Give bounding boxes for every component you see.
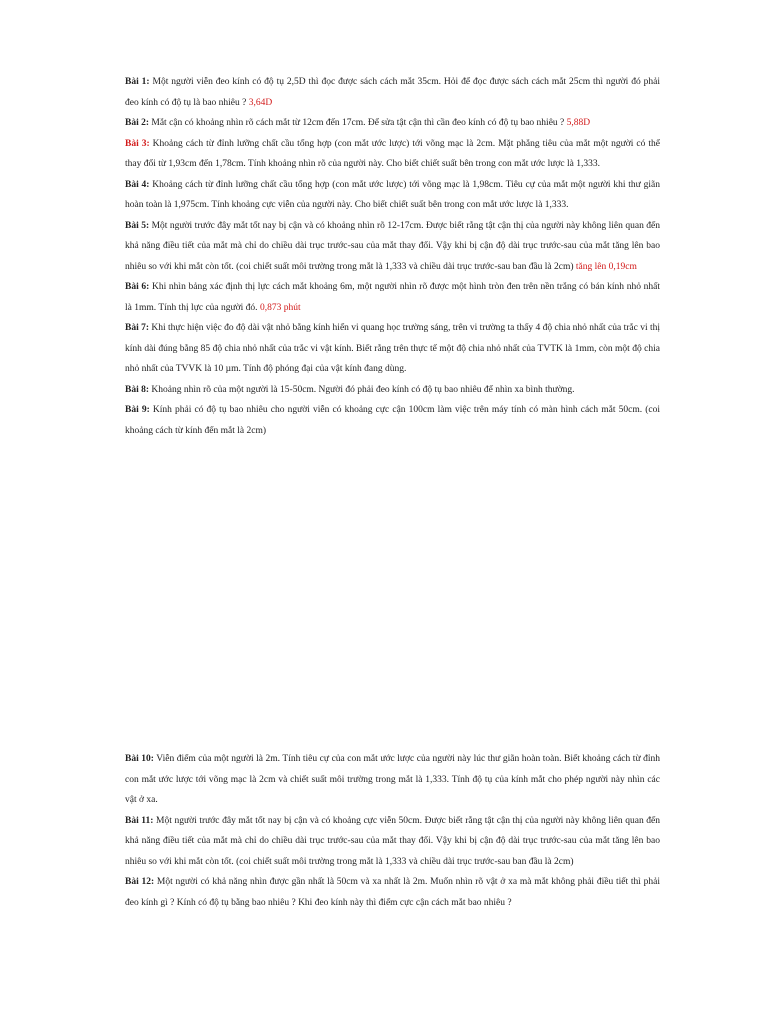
problem-answer: tăng lên 0,19cm [575,261,637,272]
problem-4 [125,175,660,216]
problem-7 [125,318,660,380]
problem-text: Khi nhìn bảng xác định thị lực cách mắt khoảng 6m, một người nhìn rõ được một hình tròn đen trên nền trắng có bán kính nhỏ nhất là 1mm. Tính thị lực của người đó. [125,282,661,313]
problem-label: Bài 8: [125,384,150,395]
problem-label: Bài 7: [125,323,150,333]
problem-12 [125,872,660,913]
problem-label: Bài 5: [125,220,150,231]
problem-label: Bài 4: [125,179,150,190]
problem-label: Bài 10: [125,754,154,764]
problem-label: Bài 9: [125,405,150,415]
problem-text: Kính phải có độ tụ bao nhiêu cho người viễn có khoảng cực cận 100cm làm việc trên máy tính có màn hình cách mắt 50cm. (coi khoảng cách từ kính đến mắt là 2cm) [125,405,660,436]
problem-3 [125,134,660,175]
problem-text: Một người trước đây mắt tốt nay bị cận và có khoảng cực viễn 50cm. Được biết rằng tật cận thị của người này không liên quan đến khả năng điều tiết của mắt mà chỉ do chiều dài trục trước-sau của mắt thay đổi. Vậy khi bị cận độ dài trục trước-sau của mắt tăng lên bao nhiêu so với khi mắt còn tốt. (coi chiết suất môi trường trong mắt là 1,333 và chiều dài trục trước-sau ban đầu là 2cm) [125,815,660,867]
problem-text: Một người trước đây mắt tốt nay bị cận và có khoảng nhìn rõ 12-17cm. Được biết rằng tật cận thị của người này không liên quan đến khả năng điều tiết của mắt mà chỉ do chiều dài trục trước-sau của mắt thay đổi. Vậy khi bị cận độ dài trục trước-sau của mắt tăng lên bao nhiêu so với khi mắt còn tốt. (coi chiết suất môi trường trong mắt là 1,333 và chiều dài trục trước-sau ban đầu là 2cm) [125,220,660,272]
problem-label: Bài 11: [125,815,154,826]
problem-label: Bài 12: [125,877,155,887]
problem-answer: 3,64D [248,97,273,108]
problem-2 [125,113,660,134]
problem-label: Bài 2: [125,118,150,128]
problem-text: Khoảng cách từ đỉnh lưỡng chất cầu tổng hợp (con mắt ước lược) tới võng mạc là 1,98cm. Tiêu cự của mắt một người khi thư giãn hoàn toàn là 1,975cm. Tính khoảng cực viễn của người này. Cho biết chiết suất bên trong con mắt ước lược là 1,333. [125,179,660,210]
problem-6 [125,277,660,318]
problem-list-bottom [125,749,660,913]
problem-1 [125,72,660,113]
problem-label: Bài 3: [125,138,150,149]
problem-text: Mắt cận có khoảng nhìn rõ cách mắt từ 12cm đến 17cm. Để sửa tật cận thì cần đeo kính có độ tụ bao nhiêu ? [149,118,567,128]
problem-text: Khoảng cách từ đỉnh lưỡng chất cầu tổng hợp (con mắt ước lược) tới võng mạc là 2cm. Mặt phẳng tiêu của mắt một người có thể thay đổi từ 1,93cm đến 1,78cm. Tính khoảng nhìn rõ của người này. Cho biết chiết suất bên trong con mắt ước lược là 1,333. [125,138,660,169]
problem-label: Bài 6: [125,282,150,292]
problem-10 [125,749,660,811]
problem-list-top [125,72,660,441]
problem-text: Khoảng nhìn rõ của một người là 15-50cm. Người đó phải đeo kính có độ tụ bao nhiêu để nhìn xa bình thường. [149,384,575,395]
problem-label: Bài 1: [125,77,150,87]
problem-5 [125,216,660,278]
problem-11 [125,811,660,873]
problem-text: Viễn điểm của một người là 2m. Tính tiêu cự của con mắt ước lược của người này lúc thư giãn hoàn toàn. Biết khoảng cách từ đỉnh con mắt ước lược tới võng mạc là 2cm và chiết suất môi trường trong mắt là 1,333. Tính độ tụ của kính mắt cho phép người này nhìn các vật ở xa. [125,754,661,805]
problem-9 [125,400,660,441]
problem-8 [125,380,660,401]
problem-answer: 5,88D [566,118,591,128]
problem-text: Một người có khả năng nhìn được gần nhất là 50cm và xa nhất là 2m. Muốn nhìn rõ vật ở xa mà mắt không phải điều tiết thì phải đeo kính gì ? Kính có độ tụ bằng bao nhiêu ? Khi đeo kính này thì điểm cực cận cách mắt bao nhiêu ? [125,877,660,908]
problem-text: Khi thực hiện việc đo độ dài vật nhỏ bằng kính hiển vi quang học trường sáng, trên vi trường ta thấy 4 độ chia nhỏ nhất của trắc vi thị kính dài đúng bằng 85 độ chia nhỏ nhất của trắc vi vật kính. Biết rằng trên thực tế một độ chia nhỏ nhất của TVTK là 1mm, còn một độ chia nhỏ nhất của TVVK là 10 µm. Tính độ phóng đại của vật kính đang dùng. [125,323,661,374]
problem-text: Một người viễn đeo kính có độ tụ 2,5D thì đọc được sách cách mắt 35cm. Hỏi để đọc được sách cách mắt 25cm thì người đó phải đeo kính có độ tụ là bao nhiêu ? [125,77,661,108]
problem-answer: 0,873 phút [259,302,301,313]
